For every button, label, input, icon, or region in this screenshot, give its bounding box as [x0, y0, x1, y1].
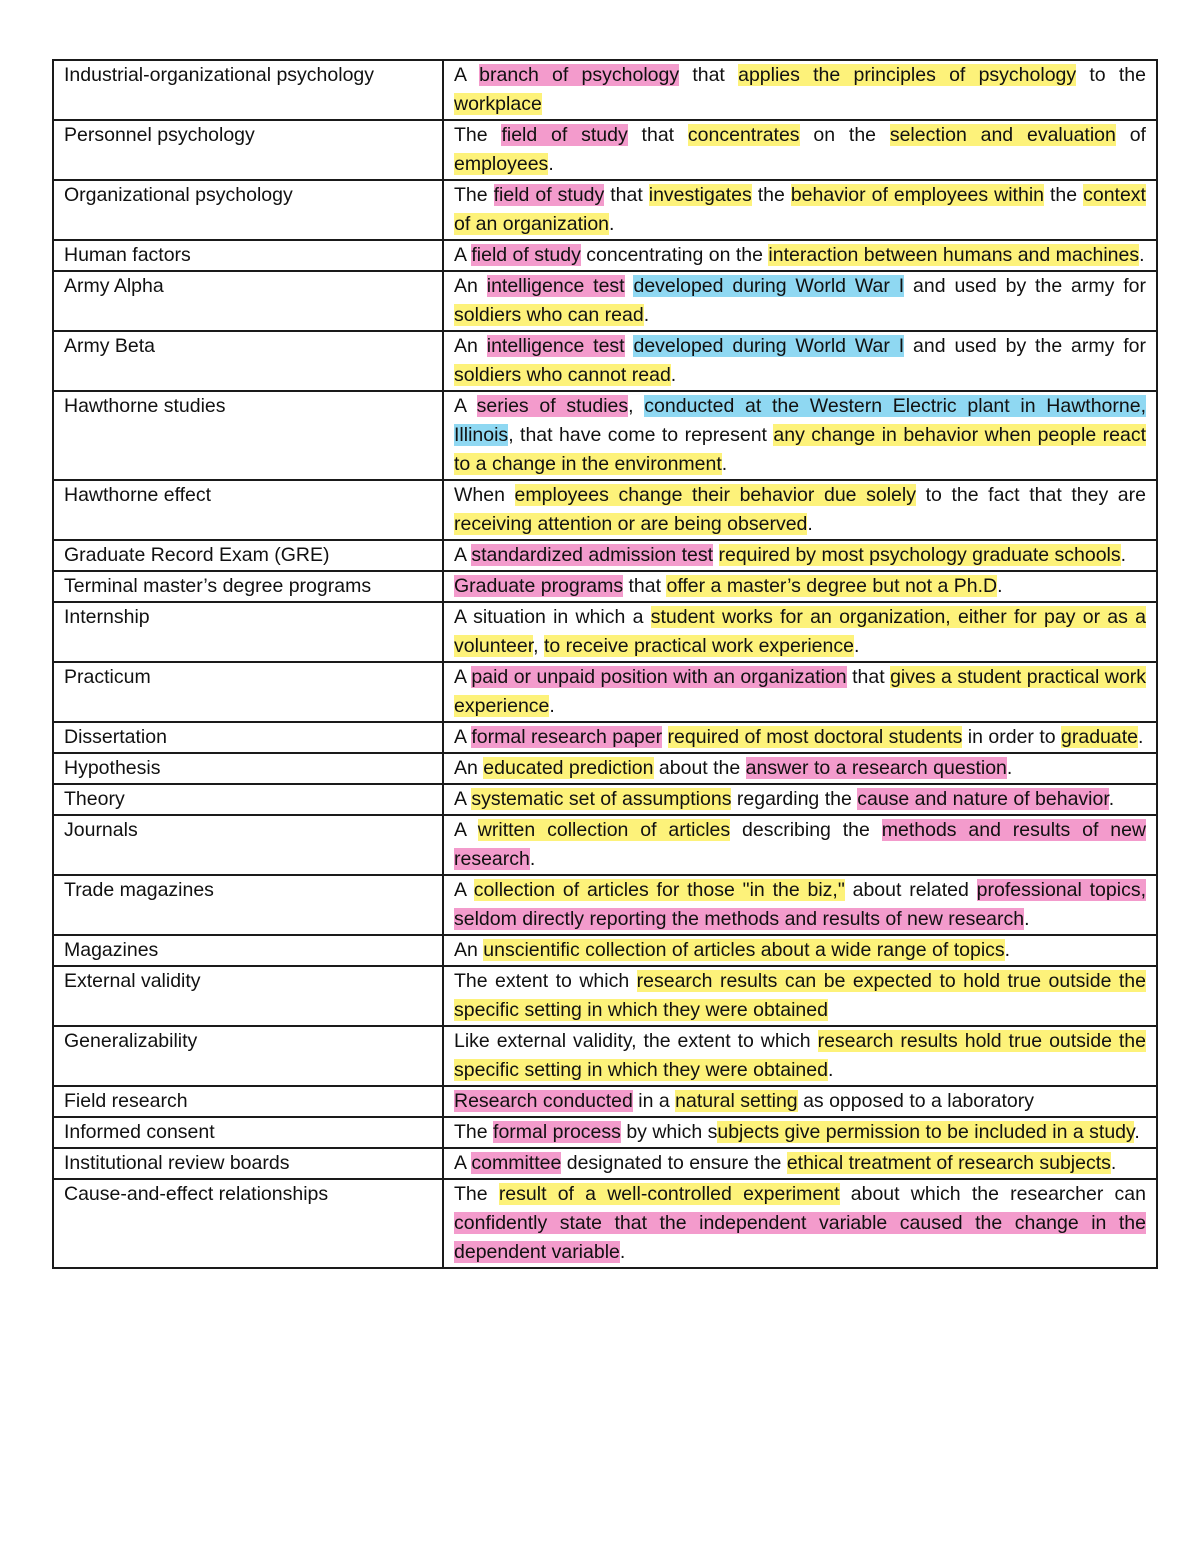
- table-row: [53, 966, 1157, 1026]
- table-row: [53, 331, 1157, 391]
- definition-cell: [443, 1179, 1157, 1268]
- highlight-blue: developed during World War I: [633, 275, 905, 297]
- definition-text: An: [454, 335, 487, 357]
- highlight-yellow: natural setting: [675, 1090, 798, 1112]
- table-row: [53, 935, 1157, 966]
- highlight-yellow: graduate: [1061, 726, 1138, 748]
- term-cell: Human factors: [53, 240, 443, 271]
- term-cell: Trade magazines: [53, 875, 443, 935]
- highlight-yellow: employees change their behavior due solely: [514, 484, 916, 506]
- table-row: [53, 240, 1157, 271]
- definition-cell: [443, 540, 1157, 571]
- definition-text: A: [454, 244, 472, 266]
- table-row: [53, 1148, 1157, 1179]
- definition-text: [713, 544, 718, 566]
- highlight-pink: committee: [471, 1152, 562, 1174]
- highlight-yellow: applies the principles of psychology: [738, 64, 1077, 86]
- definition-cell: [443, 966, 1157, 1026]
- term-cell: Army Alpha: [53, 271, 443, 331]
- highlight-yellow: selection and evaluation: [889, 124, 1116, 146]
- definition-text: .: [1108, 788, 1115, 810]
- definition-cell: [443, 1148, 1157, 1179]
- highlight-yellow: soldiers who cannot read: [454, 364, 671, 386]
- definition-cell: [443, 480, 1157, 540]
- definition-text: The extent to which: [454, 970, 637, 992]
- definition-text: .: [609, 213, 615, 235]
- definition-text: A: [454, 395, 477, 417]
- definition-text: .: [853, 635, 860, 657]
- definition-text: .: [1138, 726, 1144, 748]
- definition-text: .: [619, 1241, 626, 1263]
- term-cell: Informed consent: [53, 1117, 443, 1148]
- table-row: [53, 602, 1157, 662]
- definition-cell: [443, 1117, 1157, 1148]
- definition-text: about related: [844, 879, 977, 901]
- definition-text: When: [454, 484, 515, 506]
- table-row: [53, 1086, 1157, 1117]
- highlight-pink: confidently state that the independent variable caused the change in the dependent variable: [454, 1212, 1146, 1263]
- definition-text: in order to: [962, 726, 1062, 748]
- highlight-yellow: educated prediction: [483, 757, 654, 779]
- highlight-pink: intelligence test: [486, 335, 625, 357]
- definition-cell: [443, 935, 1157, 966]
- term-cell: Institutional review boards: [53, 1148, 443, 1179]
- definition-text: ,: [533, 635, 544, 657]
- definition-text: designated to ensure the: [561, 1152, 787, 1174]
- definition-cell: [443, 815, 1157, 875]
- highlight-yellow: ethical treatment of research subjects: [786, 1152, 1111, 1174]
- definition-text: to the fact that they are: [915, 484, 1146, 506]
- highlight-blue: conducted at the Western Electric plant in Hawthorne, Illinois: [454, 395, 1147, 446]
- definition-text: A: [454, 544, 472, 566]
- highlight-yellow: workplace: [454, 93, 542, 115]
- highlight-yellow: ubjects give permission to be included in a study: [717, 1121, 1135, 1143]
- definition-text: A: [454, 879, 474, 901]
- definition-cell: [443, 753, 1157, 784]
- definition-text: .: [549, 695, 555, 717]
- definition-text: that: [679, 64, 739, 86]
- definition-text: An: [454, 275, 487, 297]
- definition-text: A: [454, 666, 472, 688]
- highlight-pink: cause and nature of behavior: [857, 788, 1109, 810]
- definition-text: and used by the army for: [904, 275, 1146, 297]
- glossary-body: [53, 60, 1157, 1268]
- glossary-table: [52, 59, 1158, 1269]
- definition-text: on the: [799, 124, 890, 146]
- definition-cell: [443, 271, 1157, 331]
- definition-text: the: [751, 184, 791, 206]
- definition-text: .: [548, 153, 554, 175]
- definition-cell: [443, 1086, 1157, 1117]
- highlight-pink: paid or unpaid position with an organization: [471, 666, 847, 688]
- definition-cell: [443, 331, 1157, 391]
- highlight-yellow: unscientific collection of articles about a wide range of topics: [483, 939, 1005, 961]
- definition-cell: [443, 391, 1157, 480]
- highlight-yellow: written collection of articles: [477, 819, 731, 841]
- table-row: [53, 753, 1157, 784]
- definition-text: .: [997, 575, 1003, 597]
- definition-text: .: [807, 513, 813, 535]
- highlight-yellow: required of most doctoral students: [667, 726, 963, 748]
- definition-text: by which s: [620, 1121, 718, 1143]
- definition-text: .: [1110, 1152, 1117, 1174]
- glossary-page: [52, 59, 1158, 1269]
- definition-text: ,: [628, 395, 645, 417]
- term-cell: Generalizability: [53, 1026, 443, 1086]
- term-cell: External validity: [53, 966, 443, 1026]
- highlight-pink: professional topics, seldom directly reporting the methods and results of new research: [454, 879, 1146, 930]
- definition-cell: [443, 180, 1157, 240]
- definition-text: The: [454, 124, 502, 146]
- term-cell: Dissertation: [53, 722, 443, 753]
- highlight-yellow: collection of articles for those "in the biz,": [473, 879, 845, 901]
- definition-text: .: [1004, 939, 1011, 961]
- definition-cell: [443, 875, 1157, 935]
- table-row: [53, 571, 1157, 602]
- highlight-yellow: any change in behavior when people react to a change in the environment: [454, 424, 1146, 475]
- highlight-pink: Graduate programs: [454, 575, 624, 597]
- term-cell: Terminal master’s degree programs: [53, 571, 443, 602]
- definition-text: A: [454, 1152, 472, 1174]
- term-cell: Field research: [53, 1086, 443, 1117]
- definition-text: The: [454, 1183, 499, 1205]
- highlight-yellow: student works for an organization, either for pay or as a volunteer: [454, 606, 1147, 657]
- definition-text: A: [454, 726, 472, 748]
- highlight-yellow: receiving attention or are being observed: [454, 513, 808, 535]
- definition-text: An: [454, 757, 484, 779]
- highlight-yellow: gives a student practical work experience: [454, 666, 1146, 717]
- highlight-yellow: systematic set of assumptions: [471, 788, 732, 810]
- definition-text: concentrating on the: [580, 244, 769, 266]
- definition-text: .: [670, 364, 677, 386]
- definition-cell: [443, 662, 1157, 722]
- table-row: [53, 391, 1157, 480]
- term-cell: Magazines: [53, 935, 443, 966]
- term-cell: Cause-and-effect relationships: [53, 1179, 443, 1268]
- term-cell: Practicum: [53, 662, 443, 722]
- highlight-blue: developed during World War I: [633, 335, 905, 357]
- definition-text: .: [721, 453, 728, 475]
- highlight-yellow: result of a well-controlled experiment: [498, 1183, 840, 1205]
- highlight-pink: formal process: [493, 1121, 621, 1143]
- term-cell: Theory: [53, 784, 443, 815]
- highlight-yellow: employees: [454, 153, 549, 175]
- definition-text: .: [1120, 544, 1127, 566]
- term-cell: Graduate Record Exam (GRE): [53, 540, 443, 571]
- highlight-yellow: research results can be expected to hold true outside the specific setting in which they were obtained: [454, 970, 1146, 1021]
- table-row: [53, 815, 1157, 875]
- definition-cell: [443, 571, 1157, 602]
- definition-text: as opposed to a laboratory: [797, 1090, 1034, 1112]
- definition-text: .: [529, 848, 536, 870]
- highlight-pink: field of study: [501, 124, 628, 146]
- definition-text: that: [627, 124, 688, 146]
- definition-text: .: [1134, 1121, 1140, 1143]
- highlight-pink: Research conducted: [454, 1090, 633, 1112]
- definition-text: .: [1024, 908, 1030, 930]
- highlight-yellow: soldiers who can read: [454, 304, 644, 326]
- term-cell: Army Beta: [53, 331, 443, 391]
- definition-text: The: [454, 184, 494, 206]
- table-row: [53, 180, 1157, 240]
- highlight-pink: formal research paper: [471, 726, 663, 748]
- highlight-pink: methods and results of new research: [454, 819, 1146, 870]
- definition-text: and used by the army for: [904, 335, 1146, 357]
- table-row: [53, 480, 1157, 540]
- term-cell: Hawthorne effect: [53, 480, 443, 540]
- definition-text: about which the researcher can: [839, 1183, 1146, 1205]
- definition-text: , that have come to represent: [508, 424, 774, 446]
- highlight-yellow: concentrates: [687, 124, 800, 146]
- table-row: [53, 875, 1157, 935]
- term-cell: Internship: [53, 602, 443, 662]
- definition-cell: [443, 120, 1157, 180]
- definition-text: to the: [1076, 64, 1146, 86]
- highlight-pink: field of study: [493, 184, 605, 206]
- table-row: [53, 1179, 1157, 1268]
- highlight-yellow: offer a master’s degree but not a Ph.D: [666, 575, 998, 597]
- definition-text: of: [1115, 124, 1146, 146]
- definition-text: The: [454, 1121, 494, 1143]
- definition-cell: [443, 722, 1157, 753]
- definition-text: .: [643, 304, 650, 326]
- table-row: [53, 784, 1157, 815]
- highlight-yellow: behavior of employees within: [790, 184, 1044, 206]
- highlight-yellow: required by most psychology graduate schools: [718, 544, 1121, 566]
- definition-text: A: [454, 64, 480, 86]
- definition-text: [662, 726, 667, 748]
- definition-text: the: [1044, 184, 1084, 206]
- definition-text: An: [454, 939, 484, 961]
- definition-text: that: [846, 666, 891, 688]
- definition-cell: [443, 240, 1157, 271]
- definition-text: describing the: [730, 819, 882, 841]
- highlight-yellow: investigates: [648, 184, 752, 206]
- definition-text: .: [1006, 757, 1013, 779]
- definition-text: .: [827, 1059, 834, 1081]
- table-row: [53, 271, 1157, 331]
- definition-cell: [443, 602, 1157, 662]
- highlight-pink: intelligence test: [486, 275, 625, 297]
- table-row: [53, 540, 1157, 571]
- definition-cell: [443, 784, 1157, 815]
- definition-text: .: [1139, 244, 1145, 266]
- definition-text: regarding the: [731, 788, 858, 810]
- term-cell: Hypothesis: [53, 753, 443, 784]
- highlight-pink: branch of psychology: [479, 64, 680, 86]
- term-cell: Industrial-organizational psychology: [53, 60, 443, 120]
- table-row: [53, 722, 1157, 753]
- highlight-pink: answer to a research question: [745, 757, 1007, 779]
- highlight-pink: standardized admission test: [471, 544, 714, 566]
- term-cell: Journals: [53, 815, 443, 875]
- definition-text: A: [454, 788, 472, 810]
- term-cell: Organizational psychology: [53, 180, 443, 240]
- term-cell: Personnel psychology: [53, 120, 443, 180]
- table-row: [53, 1117, 1157, 1148]
- highlight-yellow: interaction between humans and machines: [768, 244, 1140, 266]
- definition-text: in a: [632, 1090, 676, 1112]
- definition-text: that: [604, 184, 649, 206]
- definition-text: A: [454, 819, 478, 841]
- definition-text: about the: [653, 757, 746, 779]
- table-row: [53, 662, 1157, 722]
- definition-text: Like external validity, the extent to which: [454, 1030, 818, 1052]
- highlight-pink: series of studies: [476, 395, 629, 417]
- term-cell: Hawthorne studies: [53, 391, 443, 480]
- definition-text: that: [623, 575, 667, 597]
- table-row: [53, 1026, 1157, 1086]
- highlight-yellow: to receive practical work experience: [544, 635, 854, 657]
- highlight-yellow: context of an organization: [454, 184, 1146, 235]
- definition-text: A situation in which a: [454, 606, 651, 628]
- highlight-pink: field of study: [471, 244, 581, 266]
- definition-cell: [443, 60, 1157, 120]
- table-row: [53, 120, 1157, 180]
- definition-cell: [443, 1026, 1157, 1086]
- highlight-yellow: research results hold true outside the specific setting in which they were obtained: [454, 1030, 1146, 1081]
- table-row: [53, 60, 1157, 120]
